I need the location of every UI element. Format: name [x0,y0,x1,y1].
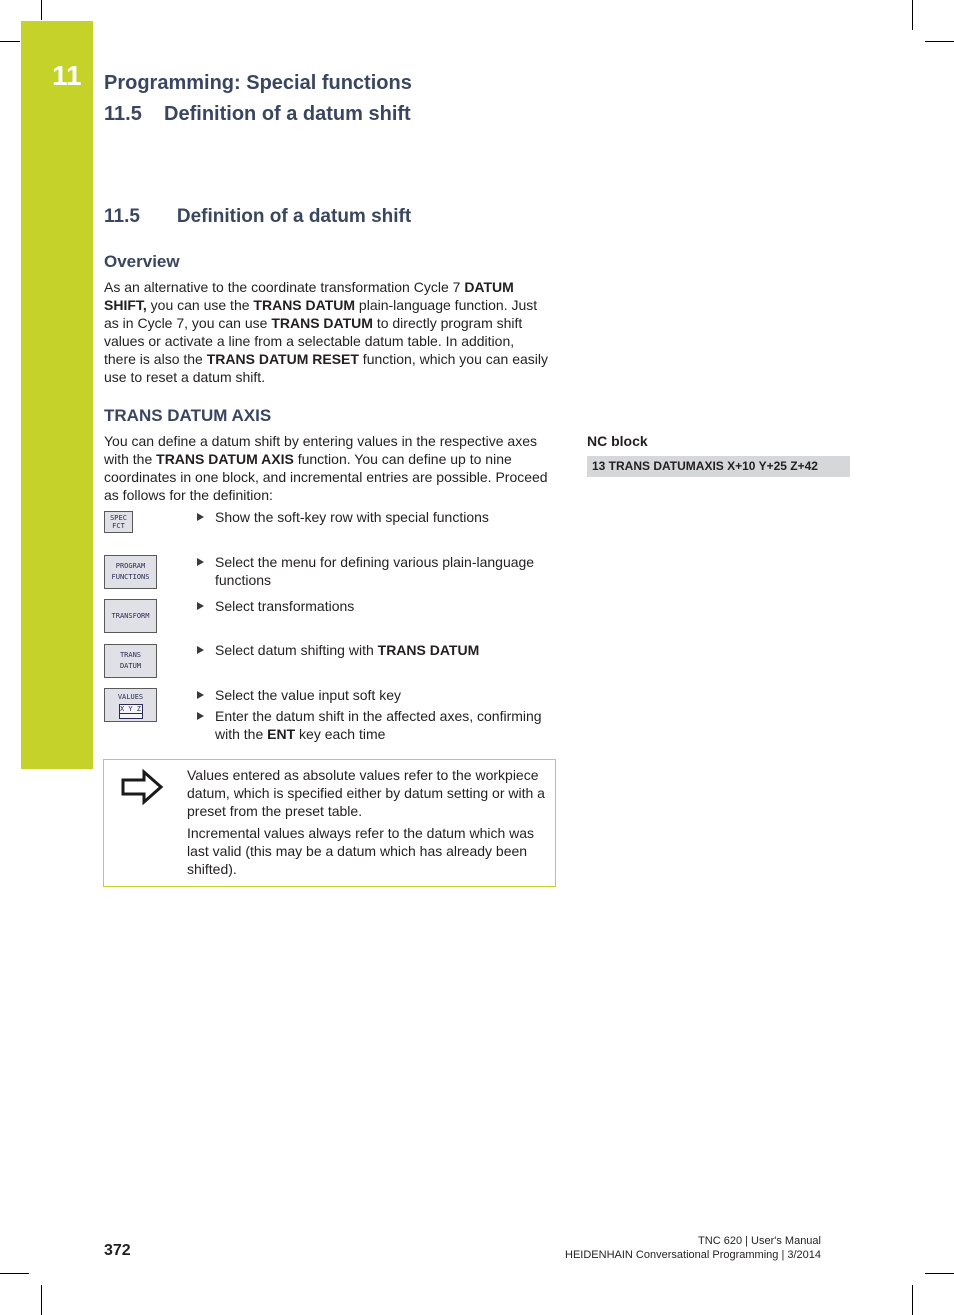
text-run: to directly program shift values or activate a line from a selectable datum table. In addition, there is also the [104,315,523,367]
footer-line: HEIDENHAIN Conversational Programming | 3/2014 [565,1249,821,1261]
bullet-triangle-icon [197,513,204,521]
note-paragraph: Incremental values always refer to the datum which was last valid (this may be a datum which has already been shifted). [187,825,535,877]
crop-mark [41,0,42,20]
code-term: TRANS DATUM AXIS [156,451,294,467]
softkey-label: DATUM [119,662,142,670]
trans-datum-axis-heading: TRANS DATUM AXIS [104,406,272,425]
chapter-number: 11 [52,60,82,91]
text-run: As an alternative to the coordinate transformation Cycle 7 [104,279,465,295]
step-item [197,641,552,659]
code-term: ENT [267,726,296,742]
step-text: Select transformations [215,598,355,614]
step-item [197,686,552,704]
footer-line: TNC 620 | User's Manual [698,1235,821,1247]
bullet-triangle-icon [197,691,204,699]
step-text: Show the soft-key row with special functions [215,509,489,525]
text-run: function. You can define up to nine coordinates in one block, and incremental entries are possible. Proceed as follows for the definition: [104,451,548,503]
section-title: 11.5 Definition of a datum shift [104,206,412,227]
softkey-label: X Y Z [119,705,142,713]
softkey-label: SPEC [110,513,127,522]
step-item [197,553,552,589]
page-number: 372 [104,1242,131,1259]
code-term: TRANS DATUM RESET [206,351,359,367]
note-text [187,766,547,882]
crop-mark [912,0,913,30]
softkey-label: VALUES [117,693,144,701]
trans-datum-axis-paragraph [104,432,549,504]
step-item [197,597,552,615]
crop-mark [0,41,20,42]
softkey-label: TRANS [119,651,142,659]
step-text [215,707,552,743]
chapter-sidebar [21,21,93,769]
xyz-grid-icon [119,704,143,719]
transform-softkey[interactable] [104,599,157,633]
nc-block-code: 13 TRANS DATUMAXIS X+10 Y+25 Z+42 [587,456,850,477]
section-header: 11.5 Definition of a datum shift [104,103,411,125]
text-run: plain-language function. Just as in Cycle 7, you can use [104,297,538,331]
softkey-label: PROGRAM [115,562,146,570]
bullet-triangle-icon [197,712,204,720]
crop-mark [925,41,954,42]
crop-mark [41,1285,42,1315]
crop-mark [0,1273,29,1274]
step-item [197,707,552,743]
trans-datum-softkey[interactable] [104,644,157,678]
spec-fct-softkey[interactable] [104,511,133,533]
overview-paragraph [104,278,549,386]
values-softkey[interactable] [104,688,157,722]
text-run: You can define a datum shift by entering values in the respective axes with the [104,433,537,467]
nc-block-label: NC block [587,433,648,449]
bullet-triangle-icon [197,558,204,566]
overview-heading: Overview [104,252,180,271]
crop-mark [925,1273,954,1274]
footer-info [565,1234,821,1262]
note-box [103,759,556,887]
softkey-label: TRANSFORM [111,611,150,620]
text-run: you can use the [146,297,254,313]
crop-mark [912,1285,913,1315]
code-term: DATUM SHIFT, [104,279,514,313]
softkey-label: FCT [112,521,125,530]
text-run: Enter the datum shift in the affected axes, confirming with the [215,708,542,742]
bullet-triangle-icon [197,646,204,654]
chapter-title: Programming: Special functions [104,72,412,94]
bullet-triangle-icon [197,602,204,610]
code-term: TRANS DATUM [271,315,373,331]
code-term: TRANS DATUM [377,642,480,658]
step-item [197,508,552,526]
text-run: function, which you can easily use to reset a datum shift. [104,351,549,385]
code-term: TRANS DATUM [253,297,356,313]
note-paragraph: Values entered as absolute values refer to the workpiece datum, which is specified either by datum setting or with a preset from the preset table. [187,767,545,819]
step-text: Select the value input soft key [215,687,401,703]
step-text [215,641,552,659]
softkey-label: FUNCTIONS [111,573,150,581]
step-text: Select the menu for defining various plain-language functions [215,554,535,588]
text-run: key each time [295,726,386,742]
program-functions-softkey[interactable] [104,555,157,589]
text-run: Select datum shifting with [215,642,378,658]
arrow-right-icon [120,769,164,805]
